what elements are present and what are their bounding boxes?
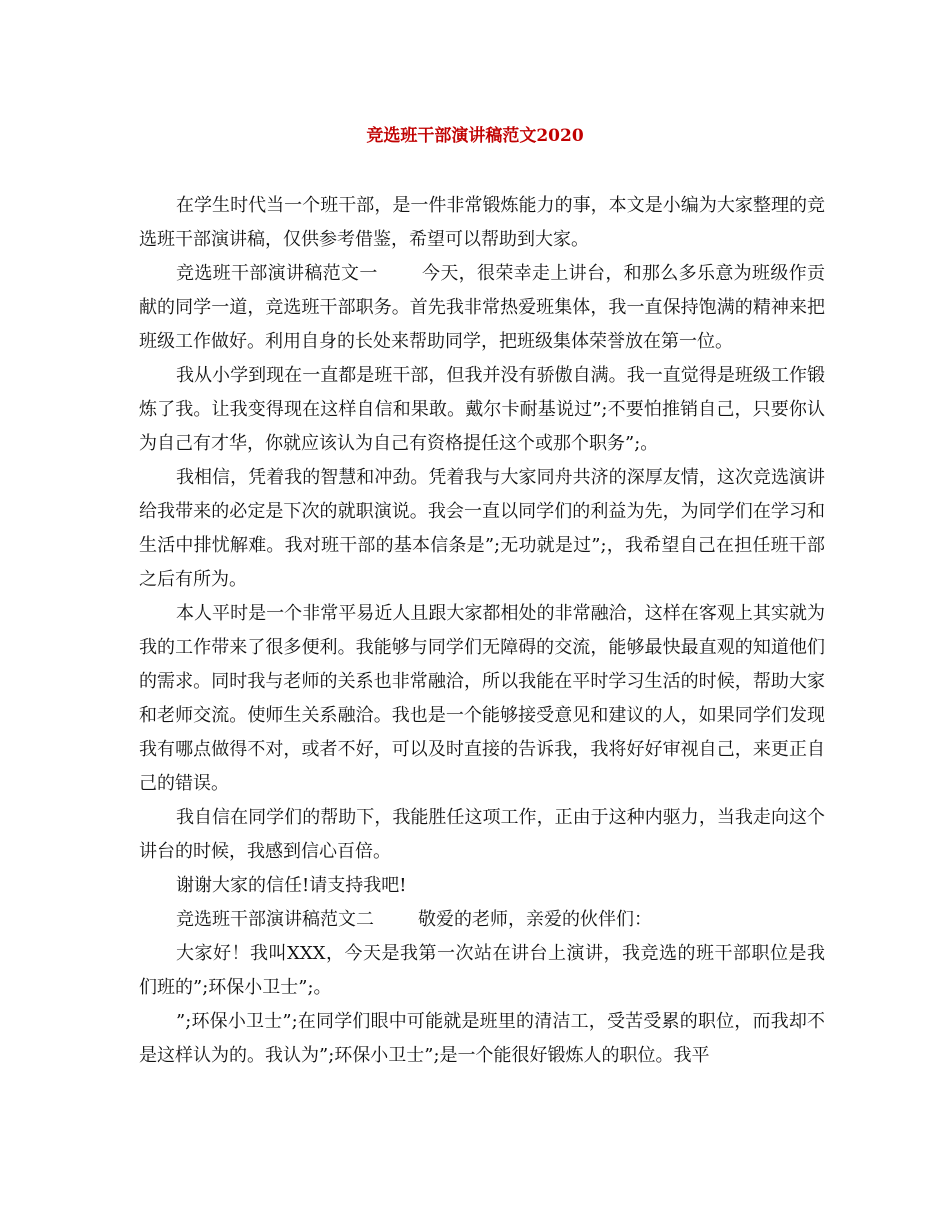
section-heading: 竞选班干部演讲稿范文二 bbox=[176, 909, 374, 930]
paragraph bbox=[139, 461, 825, 597]
paragraph bbox=[139, 903, 825, 937]
paragraph bbox=[139, 869, 825, 903]
paragraph-text: 我从小学到现在一直都是班干部，但我并没有骄傲自满。我一直觉得是班级工作锻炼了我。让我变得现在这样自信和果敢。戴尔卡耐基说过”;不要怕推销自己，只要你认为自己有才华，你就应该认为自己有资格提任这个或那个职务”;。 bbox=[139, 365, 825, 454]
paragraph bbox=[139, 1005, 825, 1073]
document-body bbox=[139, 189, 825, 1073]
paragraph-text: 本人平时是一个非常平易近人且跟大家都相处的非常融洽，这样在客观上其实就为我的工作带来了很多便利。我能够与同学们无障碍的交流，能够最快最直观的知道他们的需求。同时我与老师的关系也非常融洽，所以我能在平时学习生活的时候，帮助大家和老师交流。使师生关系融洽。我也是一个能够接受意见和建议的人，如果同学们发现我有哪点做得不对，或者不好，可以及时直接的告诉我，我将好好审视自己，来更正自己的错误。 bbox=[139, 603, 825, 794]
paragraph bbox=[139, 937, 825, 1005]
section-heading: 竞选班干部演讲稿范文一 bbox=[176, 263, 378, 284]
paragraph-text: 谢谢大家的信任!请支持我吧! bbox=[176, 875, 407, 896]
paragraph-text: 今天，很荣幸走上讲台，和那么多乐意为班级作贡献的同学一道，竞选班干部职务。首先我非常热爱班集体，我一直保持饱满的精神来把班级工作做好。利用自身的长处来帮助同学，把班级集体荣誉放在第一位。 bbox=[139, 263, 826, 352]
paragraph bbox=[139, 801, 825, 869]
paragraph-text: 我相信，凭着我的智慧和冲劲。凭着我与大家同舟共济的深厚友情，这次竞选演讲给我带来的必定是下次的就职演说。我会一直以同学们的利益为先，为同学们在学习和生活中排忧解难。我对班干部的基本信条是”;无功就是过”;，我希望自己在担任班干部之后有所为。 bbox=[139, 467, 825, 590]
paragraph-text: 敬爱的老师，亲爱的伙伴们： bbox=[418, 909, 652, 930]
paragraph bbox=[139, 257, 825, 359]
paragraph-text: 在学生时代当一个班干部，是一件非常锻炼能力的事，本文是小编为大家整理的竞选班干部演讲稿，仅供参考借鉴，希望可以帮助到大家。 bbox=[139, 195, 825, 250]
paragraph bbox=[139, 597, 825, 801]
paragraph-text: 我自信在同学们的帮助下，我能胜任这项工作，正由于这种内驱力，当我走向这个讲台的时候，我感到信心百倍。 bbox=[139, 807, 825, 862]
document-title: 竞选班干部演讲稿范文2020 bbox=[366, 126, 584, 146]
paragraph-text: ”;环保小卫士”;在同学们眼中可能就是班里的清洁工，受苦受累的职位，而我却不是这样认为的。我认为”;环保小卫士”;是一个能很好锻炼人的职位。我平 bbox=[139, 1011, 825, 1066]
paragraph bbox=[139, 359, 825, 461]
paragraph bbox=[139, 189, 825, 257]
paragraph-text: 大家好！我叫XXX，今天是我第一次站在讲台上演讲，我竞选的班干部职位是我们班的”;环保小卫士”;。 bbox=[139, 943, 825, 998]
